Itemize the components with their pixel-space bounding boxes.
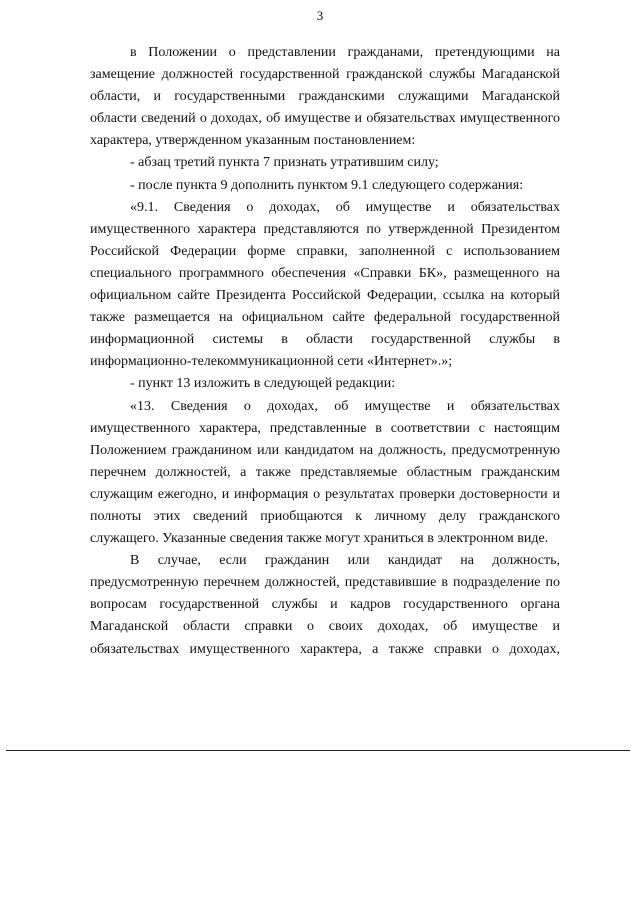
paragraph-regulation-intro: в Положении о представлении гражданами, претендующими на замещение должностей государственной гражданской службы Магаданской области, и государственными гражданскими служащими Магаданской области сведений о доходах, об имуществе и обязательствах имущественного характера, утвержденном указанным постановлением: — [90, 45, 560, 149]
paragraph-item-9-1-text: «9.1. Сведения о доходах, об имуществе и обязательствах имущественного характера представляются по утвержденной Президентом Российской Федерации форме справки, заполненной с использованием специального программного обеспечения «Справки БК», размещенного на официальном сайте Президента Российской Федерации, ссылка на который также размещается на официальном сайте федеральной государственной информационной системы в области государственной службы в информационно-телекоммуникационной сети «Интернет».»; — [90, 199, 560, 370]
paragraph-item-9-addition: - после пункта 9 дополнить пунктом 9.1 следующего содержания: — [130, 177, 524, 193]
paragraph-item-13-amendment: - пункт 13 изложить в следующей редакции: — [130, 376, 396, 392]
paragraph-candidate-case: В случае, если гражданин или кандидат на должность, предусмотренную перечнем должностей, представившие в подразделение по вопросам государственной службы и кадров государственного органа Магаданской области справки о своих доходах, об имуществе и обязательствах имущественного характера, а также справки о доходах, — [90, 553, 560, 657]
paragraph-item-7-amendment: - абзац третий пункта 7 признать утратившим силу; — [130, 155, 439, 171]
paragraph-item-13-text: «13. Сведения о доходах, об имуществе и обязательствах имущественного характера, представленные в соответствии с настоящим Положением гражданином или кандидатом на должность, предусмотренную перечнем должностей, а также представляемые областным гражданским служащим ежегодно, и информация о результатах проверки достоверности и полноты этих сведений приобщаются к личному делу гражданского служащего. Указанные сведения также могут храниться в электронном виде. — [90, 398, 560, 547]
page-bottom-rule — [6, 750, 630, 751]
document-body — [90, 42, 560, 661]
page-number: 3 — [316, 8, 324, 23]
